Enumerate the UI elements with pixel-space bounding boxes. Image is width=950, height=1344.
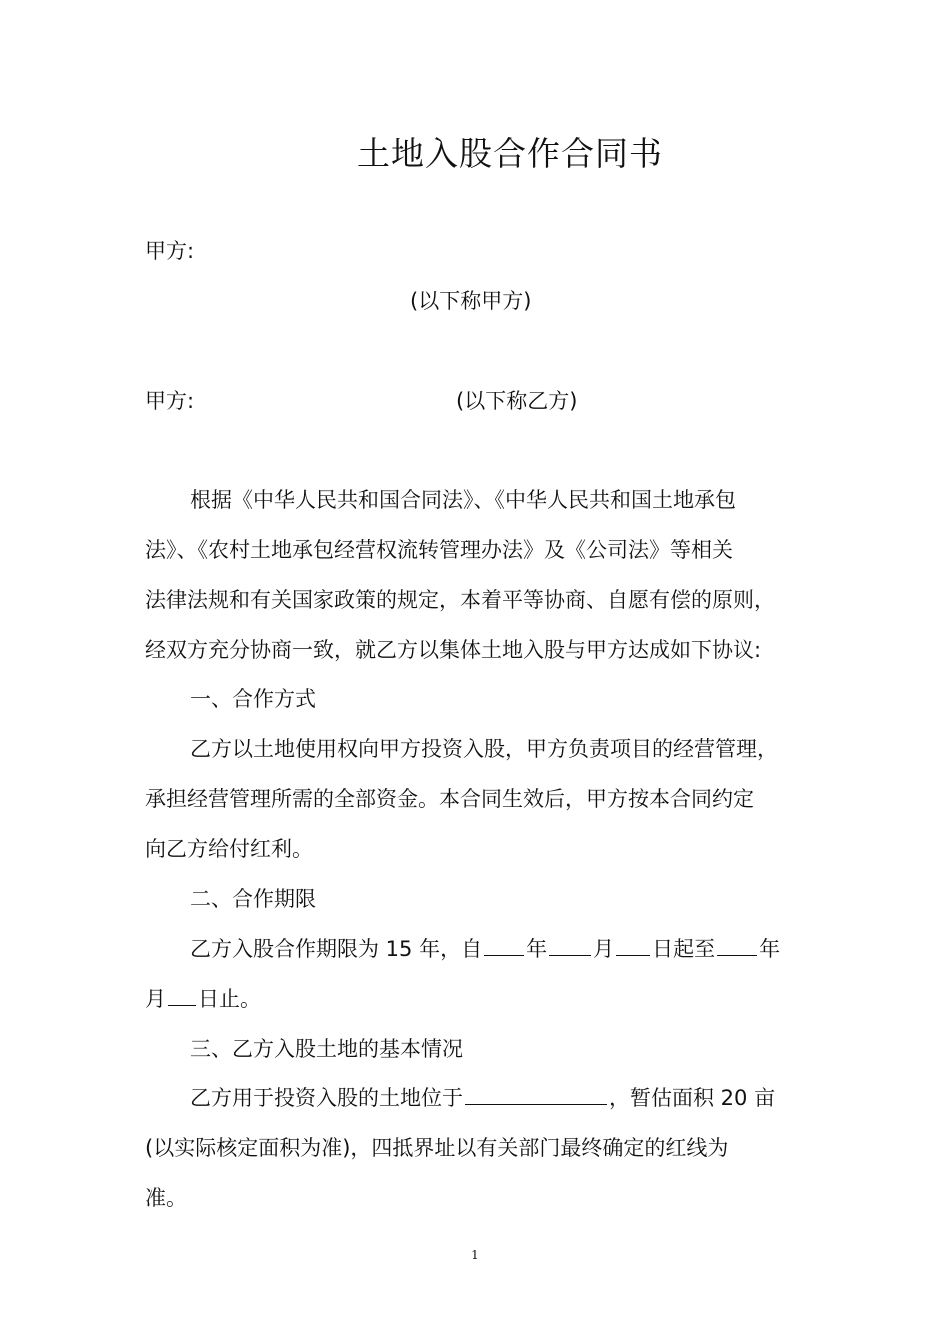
section2-line-1 — [190, 934, 780, 964]
blank-start-year[interactable] — [484, 935, 524, 956]
party-a-label: 甲方: — [145, 239, 195, 263]
blank-start-day[interactable] — [616, 935, 650, 956]
section2-line-2 — [145, 984, 261, 1014]
label-month: 月 — [593, 937, 615, 961]
label-day-from: 日起至 — [652, 937, 716, 961]
label-end-year: 年 — [759, 937, 781, 961]
page-number: 1 — [471, 1248, 479, 1262]
label-end: 日止。 — [198, 987, 261, 1011]
blank-land-location[interactable] — [465, 1084, 607, 1105]
party-b-note: (以下称乙方) — [456, 389, 578, 413]
section3-line-1 — [190, 1083, 775, 1113]
blank-end-year[interactable] — [717, 935, 757, 956]
label-end-month: 月 — [145, 987, 166, 1011]
blank-end-day[interactable] — [168, 985, 196, 1006]
label-year: 年 — [526, 937, 548, 961]
section3-line-2: (以实际核定面积为准)，四抵界址以有关部门最终确定的红线为 — [145, 1136, 729, 1160]
section1-line-2: 承担经营管理所需的全部资金。本合同生效后，甲方按本合同约定 — [145, 787, 754, 811]
preamble-line-1: 根据《中华人民共和国合同法》、《中华人民共和国土地承包 — [190, 488, 736, 512]
section3-suffix: ，暂估面积 20 亩 — [609, 1086, 776, 1110]
document-title: 土地入股合作合同书 — [357, 134, 663, 173]
section2-heading: 二、合作期限 — [190, 887, 316, 911]
party-a-note: (以下称甲方) — [410, 289, 532, 313]
preamble-line-3: 法律法规和有关国家政策的规定，本着平等协商、自愿有偿的原则， — [145, 588, 775, 612]
section1-line-3: 向乙方给付红利。 — [145, 837, 313, 861]
section3-prefix: 乙方用于投资入股的土地位于 — [190, 1086, 463, 1110]
section3-heading: 三、乙方入股土地的基本情况 — [190, 1037, 463, 1061]
blank-start-month[interactable] — [549, 935, 591, 956]
section1-line-1: 乙方以土地使用权向甲方投资入股，甲方负责项目的经营管理， — [190, 737, 778, 761]
preamble-line-4: 经双方充分协商一致，就乙方以集体土地入股与甲方达成如下协议: — [145, 638, 762, 662]
section2-prefix: 乙方入股合作期限为 15 年，自 — [190, 937, 483, 961]
section3-line-3: 准。 — [145, 1186, 187, 1210]
party-b-label: 甲方: — [145, 389, 195, 413]
preamble-line-2: 法》、《农村土地承包经营权流转管理办法》及《公司法》等相关 — [145, 538, 733, 562]
section1-heading: 一、合作方式 — [190, 687, 316, 711]
